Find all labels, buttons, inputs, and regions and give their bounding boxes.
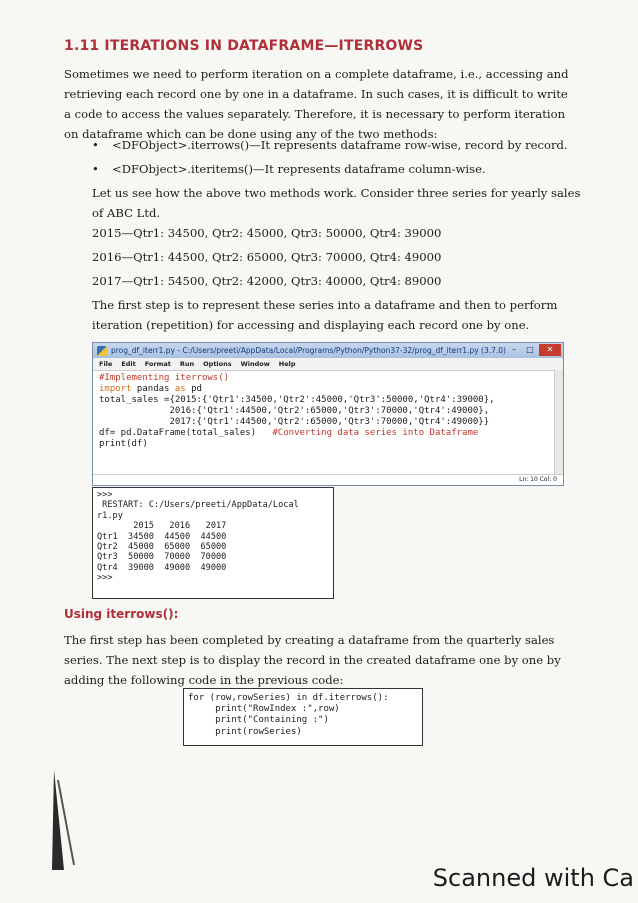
bullet-icon: • — [92, 138, 99, 152]
menu-file[interactable]: File — [99, 360, 113, 368]
menu-bar — [93, 358, 563, 371]
iterrows-code-box — [183, 688, 423, 746]
menu-edit[interactable]: Edit — [121, 360, 136, 368]
status-bar: Ln: 10 Col: 0 — [93, 474, 563, 485]
sales-line-2015: 2015—Qtr1: 34500, Qtr2: 45000, Qtr3: 50000, Qtr4: 39000 — [92, 226, 442, 240]
method-list — [92, 133, 568, 181]
vertical-scrollbar[interactable] — [554, 370, 563, 474]
subheading: Using iterrows(): — [64, 607, 179, 621]
menu-run[interactable]: Run — [179, 360, 195, 368]
sales-line-2016: 2016—Qtr1: 44500, Qtr2: 65000, Qtr3: 70000, Qtr4: 49000 — [92, 250, 442, 264]
step-paragraph: The first step is to represent these series into a dataframe and then to perform iteration (repetition) for accessing and displaying each record one by one. — [92, 298, 558, 332]
python-file-icon — [97, 346, 107, 356]
idle-editor-window — [92, 342, 564, 486]
window-titlebar[interactable] — [93, 343, 563, 358]
menu-format[interactable]: Format — [144, 360, 171, 368]
list-item: • <DFObject>.iteritems()—It represents dataframe column-wise. — [92, 157, 568, 181]
minimize-button[interactable]: – — [512, 345, 516, 354]
window-title: prog_df_iterr1.py - C:/Users/preeti/AppData/Local/Programs/Python/Python37-32/prog_df_iterr1.py (3.7.0) — [111, 346, 506, 355]
next-step-paragraph: The first step has been completed by creating a dataframe from the quarterly sales series. The next step is to display the record in the created dataframe one by one by adding the following code in the previous code: — [64, 633, 561, 687]
menu-options[interactable]: Options — [203, 360, 232, 368]
menu-window[interactable]: Window — [240, 360, 270, 368]
list-item: • <DFObject>.iterrows()—It represents dataframe row-wise, record by record. — [92, 133, 568, 157]
section-heading: 1.11 ITERATIONS IN DATAFRAME—ITERROWS — [64, 38, 424, 54]
shell-output: >>> RESTART: C:/Users/preeti/AppData/Local r1.py 2015 2016 2017 Qtr1 34500 44500 44500 Qtr2 45000 65000 65000 Qtr3 50000 70000 70000 Qtr4 39000 49000 49000 >>> — [97, 490, 299, 584]
book-spine-shadow — [52, 770, 92, 870]
sales-line-2017: 2017—Qtr1: 54500, Qtr2: 42000, Qtr3: 40000, Qtr4: 89000 — [92, 274, 442, 288]
maximize-button[interactable]: □ — [526, 345, 534, 354]
shell-output-window — [92, 487, 334, 599]
menu-help[interactable]: Help — [278, 360, 296, 368]
bullet-icon: • — [92, 162, 99, 176]
scanner-watermark: Scanned with Ca — [432, 864, 634, 892]
code-editor[interactable]: #Implementing iterrows() import pandas as pd total_sales ={2015:{'Qtr1':34500,'Qtr2':45000,'Qtr3':50000,'Qtr4':39000}, 2016:{'Qtr1':44500,'Qtr2':65000,'Qtr3':70000,'Qtr4':49000}, 2017:{'Qtr1':44500,'Qtr2':65000,'Qtr3':70000,'Qtr4':49000}} df= pd.DataFrame(total_sales) #Converting data series into Dataframe print(df) — [99, 373, 495, 449]
intro-paragraph: Sometimes we need to perform iteration on a complete dataframe, i.e., accessing and retrieving each record one by one in a dataframe. In such cases, it is difficult to write a code to access the values separately. Therefore, it is necessary to perform iteration on dataframe which can be done using any of the two methods: — [64, 67, 569, 141]
sales-intro-paragraph: Let us see how the above two methods work. Consider three series for yearly sales of ABC Ltd. — [92, 186, 581, 220]
close-button[interactable]: ✕ — [539, 344, 561, 356]
iterrows-code: for (row,rowSeries) in df.iterrows(): print("RowIndex :",row) print("Containing :") print(rowSeries) — [188, 693, 389, 737]
